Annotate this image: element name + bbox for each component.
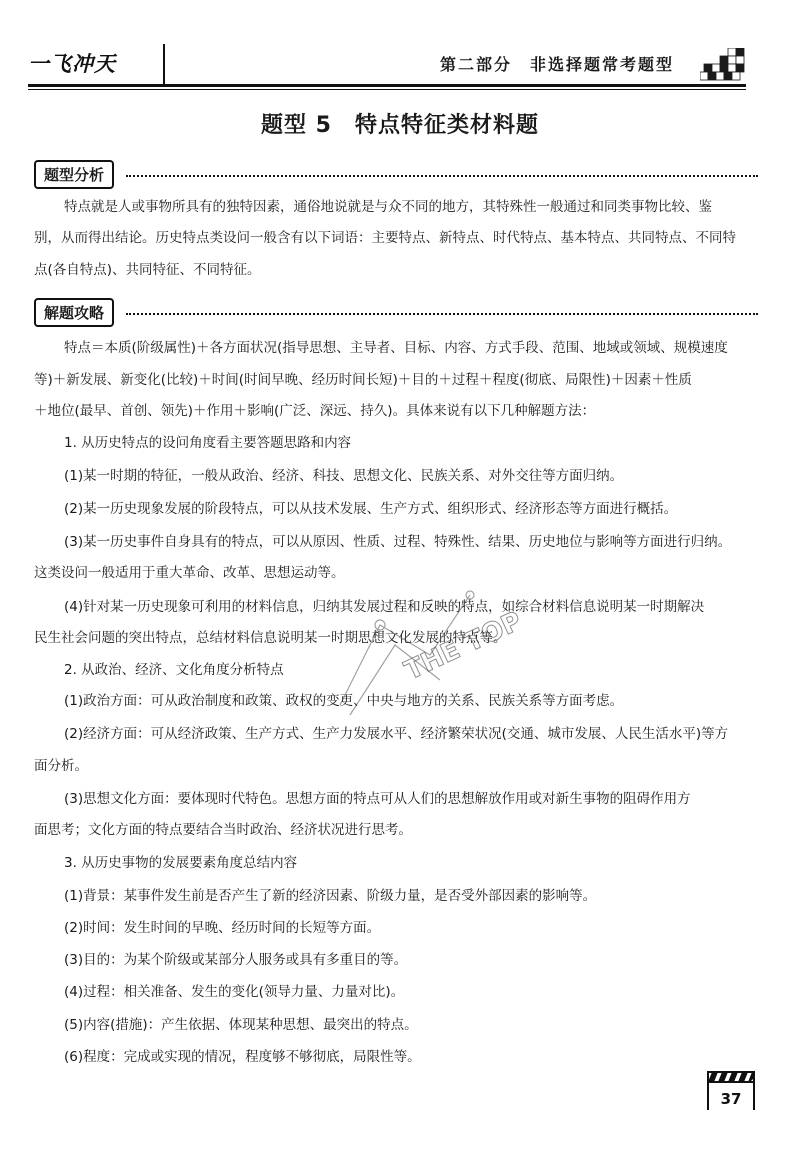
strategy-line: (2)经济方面：可从经济政策、生产方式、生产力发展水平、经济繁荣状况(交通、城市发展、人民生活水平)等方 [64,726,729,742]
method-heading: 2. 从政治、经济、文化角度分析特点 [64,662,284,678]
analysis-section-header [34,160,758,186]
page-title: 题型 5 特点特征类材料题 [261,113,539,138]
page-header [0,38,800,88]
strategy-line: (2)某一历史现象发展的阶段特点，可以从技术发展、生产方式、组织形式、经济形态等方面进行概括。 [64,501,678,517]
page-number-flag [704,1068,760,1112]
header-divider [163,44,165,84]
page-number: 37 [720,1090,742,1108]
strategy-line: (1)某一时期的特征，一般从政治、经济、科技、思想文化、民族关系、对外交往等方面归纳。 [64,468,624,484]
watermark-stamp [320,585,580,735]
strategy-section-header [34,298,758,324]
strategy-line: (3)目的：为某个阶级或某部分人服务或具有多重目的等。 [64,952,408,968]
method-heading: 3. 从历史事物的发展要素角度总结内容 [64,855,298,871]
strategy-line: 等)＋新发展、新变化(比较)＋时间(时间早晚、经历时间长短)＋目的＋过程＋程度(彻底、局限性)＋因素＋性质 [34,372,692,388]
strategy-line: 面分析。 [34,758,88,774]
strategy-line: (4)针对某一历史现象可利用的材料信息，归纳其发展过程和反映的特点，如综合材料信息说明某一时期解决 [64,599,705,615]
strategy-line: 民生社会问题的突出特点，总结材料信息说明某一时期思想文化发展的特点等。 [34,630,507,646]
strategy-line: 这类设问一般适用于重大革命、改革、思想运动等。 [34,565,345,581]
dotted-rule [126,313,758,315]
header-rule-thin [28,89,746,90]
section-label: 第二部分 非选择题常考题型 [440,55,675,74]
strategy-line: 面思考；文化方面的特点要结合当时政治、经济状况进行思考。 [34,822,412,838]
strategy-line: (4)过程：相关准备、发生的变化(领导力量、力量对比)。 [64,984,405,1000]
strategy-line: (3)思想文化方面：要体现时代特色。思想方面的特点可从人们的思想解放作用或对新生事物的阻碍作用方 [64,791,691,807]
strategy-label: 解题攻略 [34,298,114,327]
method-heading: 1. 从历史特点的设问角度看主要答题思路和内容 [64,435,352,451]
strategy-line: (5)内容(措施)：产生依据、体现某种思想、最突出的特点。 [64,1017,418,1033]
strategy-line: (6)程度：完成或实现的情况，程度够不够彻底，局限性等。 [64,1049,421,1065]
analysis-line: 别，从而得出结论。历史特点类设问一般含有以下词语：主要特点、新特点、时代特点、基本特点、共同特点、不同特 [34,230,736,246]
analysis-line: 点(各自特点)、共同特征、不同特征。 [34,262,261,278]
dotted-rule [126,175,758,177]
checkerboard-icon [700,48,746,82]
strategy-line: (2)时间：发生时间的早晚、经历时间的长短等方面。 [64,920,381,936]
strategy-line: 特点＝本质(阶级属性)＋各方面状况(指导思想、主导者、目标、内容、方式手段、范围、地域或领域、规模速度 [64,340,728,356]
header-rule [28,84,746,87]
analysis-label: 题型分析 [34,160,114,189]
logo: 一飞冲天 [28,51,116,76]
analysis-line: 特点就是人或事物所具有的独特因素，通俗地说就是与众不同的地方，其特殊性一般通过和同类事物比较、鉴 [64,199,712,215]
watermark-text: THE TOP [400,606,527,687]
strategy-line: (1)政治方面：可从政治制度和政策、政权的变更、中央与地方的关系、民族关系等方面考虑。 [64,693,624,709]
strategy-line: (3)某一历史事件自身具有的特点，可以从原因、性质、过程、特殊性、结果、历史地位与影响等方面进行归纳。 [64,534,732,550]
strategy-line: ＋地位(最早、首创、领先)＋作用＋影响(广泛、深远、持久)。具体来说有以下几种解题方法： [34,403,596,419]
strategy-line: (1)背景：某事件发生前是否产生了新的经济因素、阶级力量，是否受外部因素的影响等。 [64,888,597,904]
